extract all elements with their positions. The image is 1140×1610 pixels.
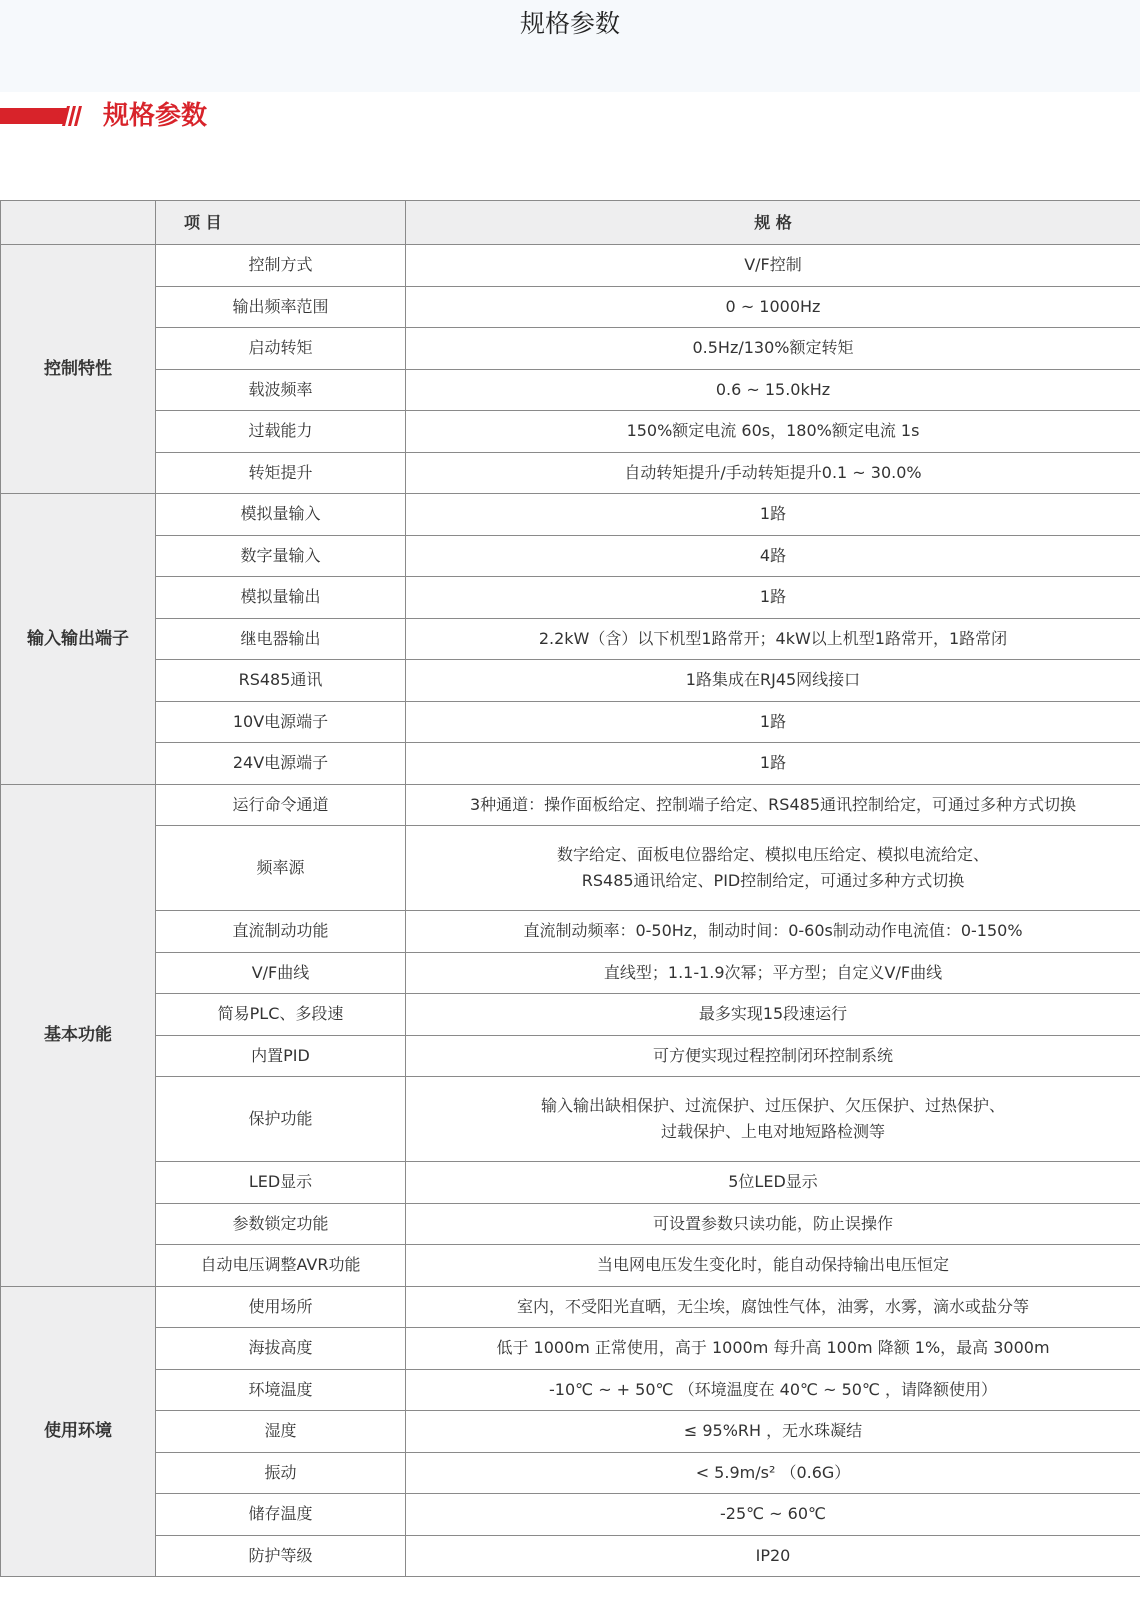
table-row (1, 494, 1140, 536)
spec-cell (406, 494, 1140, 536)
table-row (1, 1162, 1140, 1204)
header-corner-cell (1, 201, 156, 245)
table-row (1, 952, 1140, 994)
item-cell: 储存温度 (156, 1494, 406, 1536)
spec-line: 150%额定电流 60s，180%额定电流 1s (626, 421, 920, 441)
table-row (1, 1035, 1140, 1077)
spec-cell (406, 1203, 1140, 1245)
table-row (1, 994, 1140, 1036)
table-row (1, 411, 1140, 453)
spec-line: 1路 (759, 753, 787, 773)
table-row (1, 1077, 1140, 1162)
item-cell: 海拔高度 (156, 1328, 406, 1370)
item-cell: 继电器输出 (156, 618, 406, 660)
table-row (1, 1494, 1140, 1536)
item-cell: 模拟量输出 (156, 577, 406, 619)
item-cell: 过载能力 (156, 411, 406, 453)
spec-line: 1路 (759, 587, 787, 607)
table-row (1, 452, 1140, 494)
table-row (1, 660, 1140, 702)
table-row (1, 1369, 1140, 1411)
page-title: 规格参数 (519, 9, 620, 38)
spec-line: 0 ~ 1000Hz (725, 296, 821, 316)
table-row (1, 1328, 1140, 1370)
spec-cell (406, 911, 1140, 953)
spec-line: 直线型；1.1-1.9次幂；平方型；自定义V/F曲线 (603, 962, 943, 982)
spec-line: 4路 (759, 545, 787, 565)
spec-cell (406, 994, 1140, 1036)
spec-cell (406, 1328, 1140, 1370)
table-row (1, 369, 1140, 411)
spec-cell (406, 286, 1140, 328)
spec-cell (406, 701, 1140, 743)
spec-cell (406, 369, 1140, 411)
spec-line: 过载保护、上电对地短路检测等 (660, 1122, 885, 1141)
item-cell: 载波频率 (156, 369, 406, 411)
spec-line: 自动转矩提升/手动转矩提升0.1 ~ 30.0% (624, 462, 922, 482)
section-title: 规格参数 (103, 101, 208, 131)
item-cell: 内置PID (156, 1035, 406, 1077)
spec-line: V/F控制 (744, 255, 802, 275)
item-cell: 运行命令通道 (156, 784, 406, 826)
item-cell: 参数锁定功能 (156, 1203, 406, 1245)
spec-cell (406, 952, 1140, 994)
table-row (1, 701, 1140, 743)
spec-line: 可设置参数只读功能，防止误操作 (652, 1213, 893, 1233)
spec-line: -25℃ ~ 60℃ (719, 1504, 826, 1524)
item-cell: 24V电源端子 (156, 743, 406, 785)
spec-cell (406, 1077, 1140, 1162)
spec-cell (406, 1494, 1140, 1536)
table-row (1, 784, 1140, 826)
spec-table (0, 200, 1140, 1577)
item-cell: V/F曲线 (156, 952, 406, 994)
item-cell: 模拟量输入 (156, 494, 406, 536)
spec-cell (406, 1411, 1140, 1453)
table-row (1, 1535, 1140, 1577)
item-cell: 环境温度 (156, 1369, 406, 1411)
spec-line: 最多实现15段速运行 (698, 1004, 848, 1024)
spec-line: 3种通道：操作面板给定、控制端子给定、RS485通讯控制给定，可通过多种方式切换 (470, 794, 1076, 814)
table-row (1, 1411, 1140, 1453)
table-row (1, 245, 1140, 287)
spec-line: -10℃ ~ + 50℃ （环境温度在 40℃ ~ 50℃ ，请降额使用） (549, 1379, 997, 1399)
section-heading (0, 96, 400, 136)
group-label-cell: 基本功能 (1, 784, 156, 1286)
item-cell: 保护功能 (156, 1077, 406, 1162)
spec-line: ≤ 95%RH ，无水珠凝结 (683, 1421, 863, 1441)
item-cell: 振动 (156, 1452, 406, 1494)
item-cell: 启动转矩 (156, 328, 406, 370)
spec-line: 输入输出缺相保护、过流保护、过压保护、欠压保护、过热保护、 (540, 1096, 1005, 1115)
spec-cell (406, 743, 1140, 785)
spec-line: 1路集成在RJ45网线接口 (685, 670, 861, 690)
table-row (1, 328, 1140, 370)
spec-cell (406, 784, 1140, 826)
item-cell: 10V电源端子 (156, 701, 406, 743)
spec-cell (406, 1162, 1140, 1204)
item-cell: 转矩提升 (156, 452, 406, 494)
spec-cell (406, 1286, 1140, 1328)
spec-cell (406, 452, 1140, 494)
spec-line: 1路 (759, 711, 787, 731)
spec-cell (406, 826, 1140, 911)
item-cell: 自动电压调整AVR功能 (156, 1245, 406, 1287)
spec-line: 5位LED显示 (728, 1172, 818, 1192)
spec-cell (406, 245, 1140, 287)
spec-cell (406, 328, 1140, 370)
spec-cell (406, 577, 1140, 619)
table-header-row (1, 201, 1140, 245)
group-label-cell: 输入输出端子 (1, 494, 156, 785)
item-cell: 防护等级 (156, 1535, 406, 1577)
header-spec-cell: 规 格 (406, 201, 1140, 245)
spec-cell (406, 411, 1140, 453)
item-cell: 输出频率范围 (156, 286, 406, 328)
spec-cell (406, 535, 1140, 577)
item-cell: 频率源 (156, 826, 406, 911)
header-item-cell: 项 目 (156, 201, 406, 245)
spec-line: 室内，不受阳光直晒，无尘埃，腐蚀性气体，油雾，水雾，滴水或盐分等 (516, 1296, 1029, 1316)
table-row (1, 577, 1140, 619)
table-row (1, 1203, 1140, 1245)
item-cell: 数字量输入 (156, 535, 406, 577)
spec-line: 直流制动频率：0-50Hz，制动时间：0-60s制动动作电流值：0-150% (523, 921, 1023, 941)
table-row (1, 1286, 1140, 1328)
table-row (1, 535, 1140, 577)
spec-cell (406, 660, 1140, 702)
spec-line: 低于 1000m 正常使用，高于 1000m 每升高 100m 降额 1%，最高 3000m (496, 1338, 1050, 1358)
item-cell: 控制方式 (156, 245, 406, 287)
group-label-cell: 控制特性 (1, 245, 156, 494)
spec-line: < 5.9m/s² （0.6G） (695, 1462, 851, 1482)
item-cell: 湿度 (156, 1411, 406, 1453)
section-marker-icon (0, 104, 90, 128)
spec-line: 1路 (759, 504, 787, 524)
table-row (1, 1452, 1140, 1494)
table-row (1, 286, 1140, 328)
spec-line: 0.5Hz/130%额定转矩 (692, 338, 854, 358)
table-row (1, 1245, 1140, 1287)
table-row (1, 911, 1140, 953)
table-row (1, 743, 1140, 785)
item-cell: 简易PLC、多段速 (156, 994, 406, 1036)
spec-line: 2.2kW（含）以下机型1路常开；4kW以上机型1路常开，1路常闭 (538, 628, 1008, 648)
item-cell: RS485通讯 (156, 660, 406, 702)
spec-cell (406, 1035, 1140, 1077)
group-label-cell: 使用环境 (1, 1286, 156, 1577)
item-cell: LED显示 (156, 1162, 406, 1204)
spec-line: 当电网电压发生变化时，能自动保持输出电压恒定 (596, 1255, 949, 1275)
table-row (1, 618, 1140, 660)
spec-cell (406, 1369, 1140, 1411)
spec-line: 数字给定、面板电位器给定、模拟电压给定、模拟电流给定、 (556, 845, 989, 864)
spec-line: IP20 (755, 1545, 791, 1565)
item-cell: 直流制动功能 (156, 911, 406, 953)
item-cell: 使用场所 (156, 1286, 406, 1328)
spec-cell (406, 1452, 1140, 1494)
top-header-bar (0, 0, 1140, 92)
spec-cell (406, 618, 1140, 660)
spec-line: RS485通讯给定、PID控制给定，可通过多种方式切换 (581, 871, 965, 890)
spec-line: 可方便实现过程控制闭环控制系统 (652, 1045, 893, 1065)
table-row (1, 826, 1140, 911)
spec-line: 0.6 ~ 15.0kHz (715, 379, 831, 399)
spec-cell (406, 1535, 1140, 1577)
spec-cell (406, 1245, 1140, 1287)
